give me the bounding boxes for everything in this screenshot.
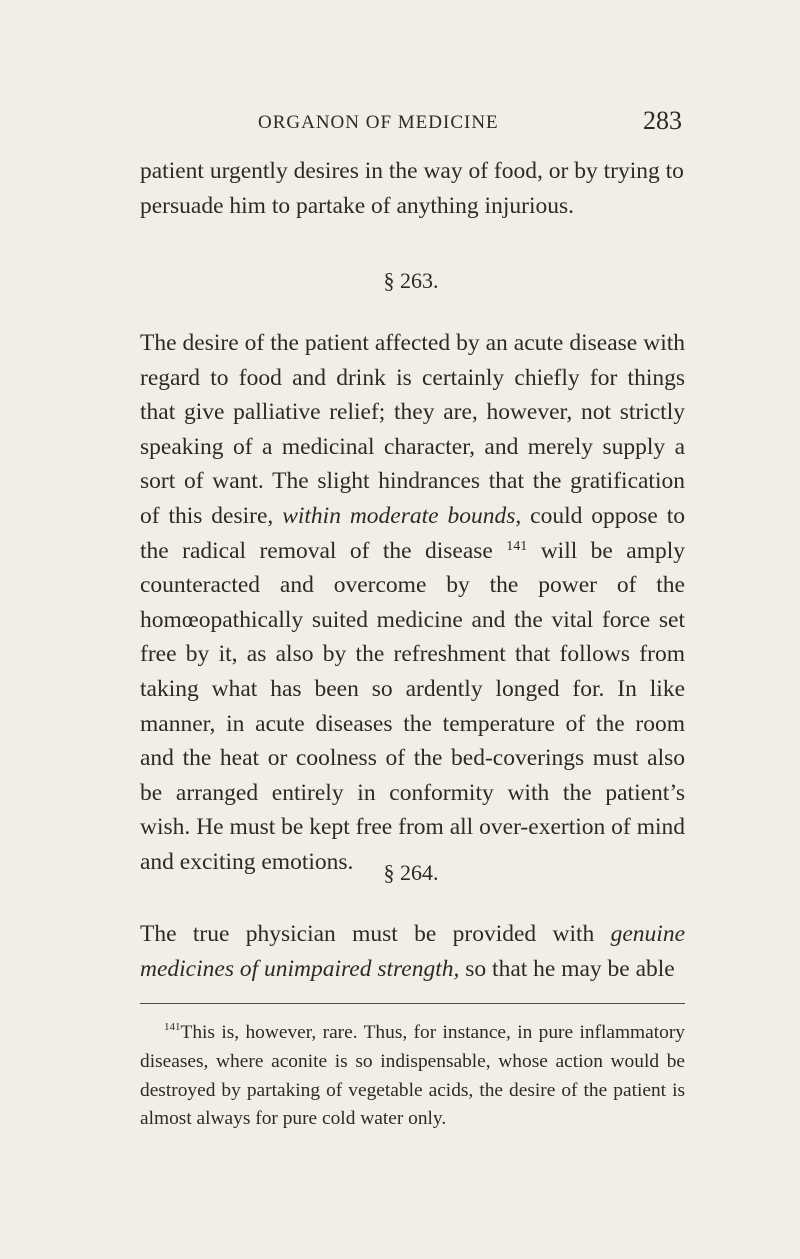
- paragraph-text-part: so that he may be able: [465, 955, 675, 982]
- footnote: [140, 1019, 685, 1134]
- paragraph-text-part: The desire of the patient affected by an acute disease with regard to food and drink is certainly chiefly for things that give palliative relief; they are, however, not strictly speaking of a medicinal character, and merely supply a sort of want. The slight hindrances that the gratification of this desire,: [140, 330, 685, 529]
- paragraph-text-part: will be amply counteracted and overcome by the power of the homœopathically suited medicine and the vital force set free by it, as also by the refreshment that follows from taking what has been so ardently longed for. In like manner, in acute diseases the temperature of the room and the heat or coolness of the bed-coverings must also be arranged entirely in conformity with the patient’s wish. He must be kept free from all over-exertion of mind and exciting emotions.: [140, 537, 686, 875]
- emphasis-text: genuine medicines of unimpaired strength,: [140, 921, 685, 982]
- footnote-marker: 141: [164, 1021, 181, 1033]
- paragraph-continued: [140, 154, 685, 223]
- paragraph-section-263: [140, 326, 685, 880]
- footnote-reference[interactable]: 141: [506, 538, 528, 554]
- emphasis-text: within moderate bounds,: [282, 502, 522, 529]
- footnote-text: This is, however, rare. Thus, for instance, in pure inflammatory diseases, where aconite is so indispensable, whose action would be destroyed by partaking of vegetable acids, the desire of the patient is almost always for pure cold water only.: [140, 1022, 685, 1130]
- paragraph-text: patient urgently desires in the way of food, or by trying to persuade him to partake of anything injurious.: [140, 158, 684, 219]
- paragraph-text-part: The true physician must be provided with: [140, 921, 595, 947]
- section-heading-264: § 264.: [383, 860, 439, 885]
- paragraph-section-264: [140, 917, 685, 986]
- running-head: ORGANON OF MEDICINE: [258, 112, 499, 133]
- page-header: [140, 106, 682, 146]
- page-number: 283: [643, 106, 682, 135]
- footnote-divider: [140, 1003, 685, 1004]
- paragraph-text-part: could oppose to the radical removal of the disease: [140, 502, 685, 564]
- section-heading-263: § 263.: [383, 268, 439, 293]
